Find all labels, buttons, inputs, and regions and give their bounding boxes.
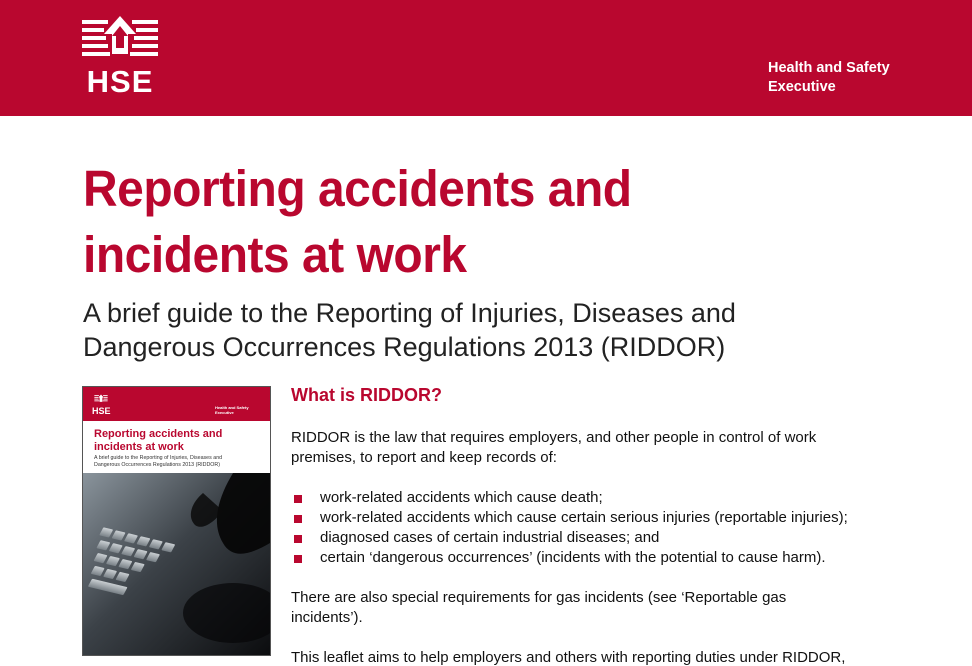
cover-title	[94, 428, 264, 454]
list-item-text: work-related accidents which cause certain serious injuries (reportable injuries);	[320, 509, 848, 526]
bullet-square-icon	[294, 495, 302, 503]
cover-subtitle	[94, 455, 264, 468]
title-line2: incidents at work	[83, 226, 467, 283]
cover-subtitle-line2: Dangerous Occurrences Regulations 2013 (RIDDOR)	[94, 461, 221, 468]
leaflet-line1: This leaflet aims to help employers and others with reporting duties under RIDDOR,	[291, 649, 846, 666]
laptop-keyboard-photo	[83, 473, 270, 655]
section-heading: What is RIDDOR?	[291, 385, 442, 405]
intro-line2: premises, to report and keep records of:	[291, 449, 557, 466]
cover-title-line2: incidents at work	[94, 441, 184, 453]
bullet-square-icon	[294, 515, 302, 523]
cover-org-name: Health and Safety Executive	[215, 405, 249, 415]
gas-paragraph	[291, 588, 931, 628]
riddor-list	[291, 488, 931, 568]
intro-paragraph	[291, 428, 931, 468]
list-item	[291, 508, 931, 528]
gas-line2: incidents’).	[291, 609, 363, 626]
hse-logo-text: HSE	[86, 64, 154, 99]
list-item	[291, 548, 931, 568]
leaflet-cover-thumbnail	[82, 386, 271, 656]
list-item-text: certain ‘dangerous occurrences’ (incidents with the potential to cause harm).	[320, 549, 826, 566]
org-name-line2: Executive	[768, 79, 836, 95]
cover-banner	[83, 387, 270, 421]
list-item	[291, 528, 931, 548]
list-item-text: diagnosed cases of certain industrial diseases; and	[320, 529, 660, 546]
header-banner	[0, 0, 972, 116]
gas-line1: There are also special requirements for gas incidents (see ‘Reportable gas	[291, 589, 787, 606]
page-subtitle	[83, 296, 903, 364]
organisation-name	[768, 59, 958, 97]
subtitle-line1: A brief guide to the Reporting of Injuries, Diseases and	[83, 298, 736, 328]
title-line1: Reporting accidents and	[83, 160, 632, 217]
page-title	[83, 156, 891, 288]
hse-logo	[80, 14, 160, 99]
cover-title-line1: Reporting accidents and	[94, 428, 223, 440]
cover-subtitle-line1: A brief guide to the Reporting of Injuries, Diseases and	[94, 455, 223, 461]
cover-logo-text: HSE	[92, 406, 111, 416]
org-name-line1: Health and Safety	[768, 60, 890, 76]
subtitle-line2: Dangerous Occurrences Regulations 2013 (RIDDOR)	[83, 332, 726, 362]
hse-logo-mark-icon	[80, 14, 160, 64]
bullet-square-icon	[294, 555, 302, 563]
cover-hse-logo-icon	[94, 392, 108, 405]
list-item	[291, 488, 931, 508]
leaflet-aim-paragraph	[291, 648, 931, 666]
intro-line1: RIDDOR is the law that requires employers, and other people in control of work	[291, 429, 817, 446]
list-item-text: work-related accidents which cause death;	[320, 489, 603, 506]
bullet-square-icon	[294, 535, 302, 543]
